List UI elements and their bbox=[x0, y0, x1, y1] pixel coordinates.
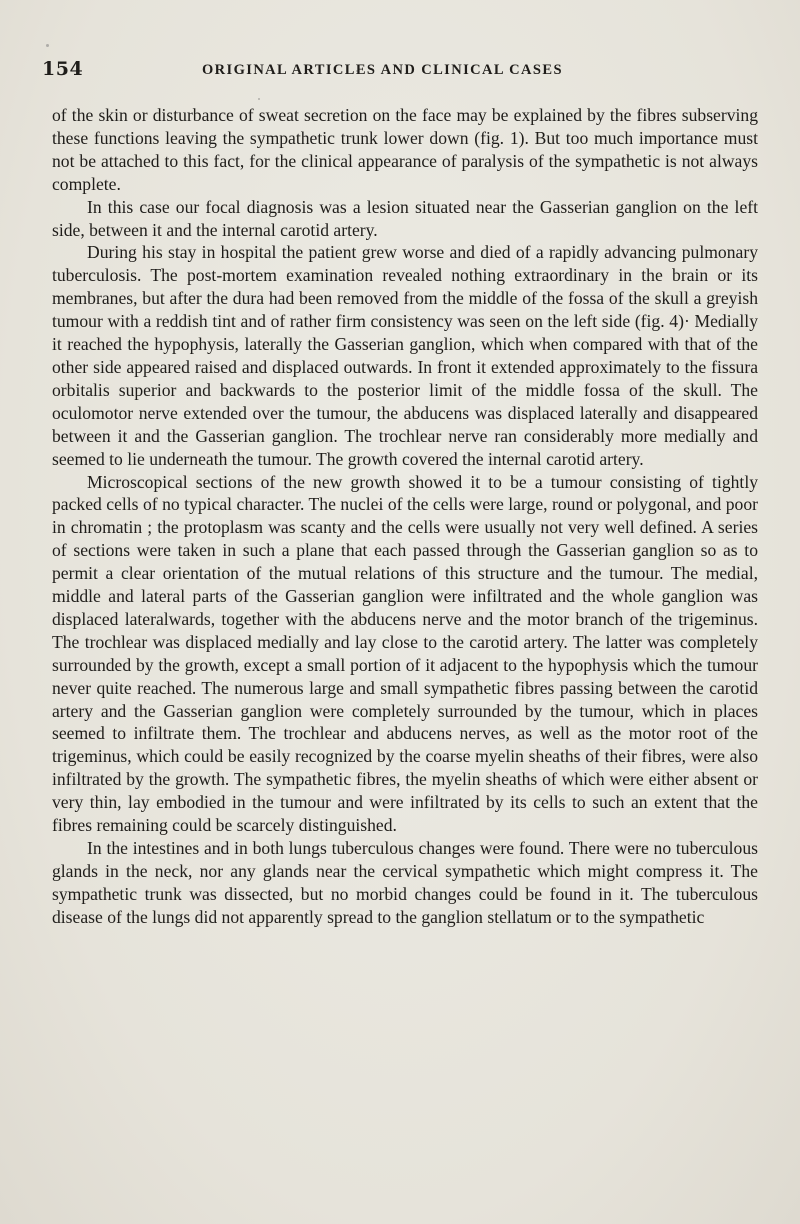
paragraph-post-mortem: During his stay in hospital the patient grew worse and died of a rapidly advancing pulmonary tuberculosis. The post-mortem examination revealed nothing extraordinary in the brain or its membranes, but after the dura had been removed from the middle of the fossa of the skull a greyish tumour with a reddish tint and of rather firm consistency was seen on the left side (fig. 4)· Medially it reached the hypophysis, laterally the Gasserian ganglion, which when compared with that of the other side appeared raised and displaced outwards. In front it extended approximately to the fissura orbitalis superior and backwards to the posterior limit of the middle fossa of the skull. The oculomotor nerve extended over the tumour, the abducens was displaced laterally and disappeared between it and the Gasserian ganglion. The trochlear nerve ran considerably more medially and seemed to lie underneath the tumour. The growth covered the internal carotid artery. bbox=[52, 242, 758, 469]
paper-speck bbox=[46, 44, 49, 47]
paragraph-focal-diagnosis: In this case our focal diagnosis was a lesion situated near the Gasserian ganglion on the left side, between it and the internal carotid artery. bbox=[52, 196, 758, 240]
paragraph-tuberculous-changes: In the intestines and in both lungs tuberculous changes were found. There were no tuberculous glands in the neck, nor any glands near the cervical sympathetic which might compress it. The sympathetic trunk was dissected, but no morbid changes could be found in it. The tuberculous disease of the lungs did not apparently spread to the ganglion stellatum or to the sympathetic bbox=[52, 838, 758, 927]
article-body bbox=[52, 104, 758, 929]
paper-speck bbox=[258, 98, 260, 100]
paragraph-microscopical-sections: Microscopical sections of the new growth showed it to be a tumour consisting of tightly packed cells of no typical character. The nuclei of the cells were large, round or polygonal, and poor in chromatin ; the protoplasm was scanty and the cells were usually not very well defined. A series of sections were taken in such a plane that each passed through the Gasserian ganglion so as to permit a clear orientation of the mutual relations of this structure and the tumour. The medial, middle and lateral parts of the Gasserian ganglion were infiltrated and the whole ganglion was displaced lateralwards, together with the abducens nerve and the motor branch of the trigeminus. The trochlear was displaced medially and lay close to the carotid artery. The latter was completely surrounded by the growth, except a small portion of it adjacent to the hypophysis which the tumour never quite reached. The numerous large and small sympathetic fibres passing between the carotid artery and the Gasserian ganglion were completely surrounded by the tumour, which in places seemed to infiltrate them. The trochlear and abducens nerves, as well as the motor root of the trigeminus, which could be easily recognized by the coarse myelin sheaths of their fibres, were also infiltrated by the growth. The sympathetic fibres, the myelin sheaths of which were either absent or very thin, lay embodied in the tumour and were infiltrated by its cells to such an extent that the fibres remaining could be scarcely distinguished. bbox=[52, 471, 758, 836]
page-number: 154 bbox=[42, 58, 84, 80]
paragraph-continuation: of the skin or disturbance of sweat secretion on the face may be explained by the fibres subserving these functions leaving the sympathetic trunk lower down (fig. 1). But too much importance must not be attached to this fact, for the clinical appearance of paralysis of the sympathetic is not always complete. bbox=[52, 105, 758, 194]
page-header bbox=[42, 58, 758, 84]
running-head: ORIGINAL ARTICLES AND CLINICAL CASES bbox=[202, 62, 563, 78]
